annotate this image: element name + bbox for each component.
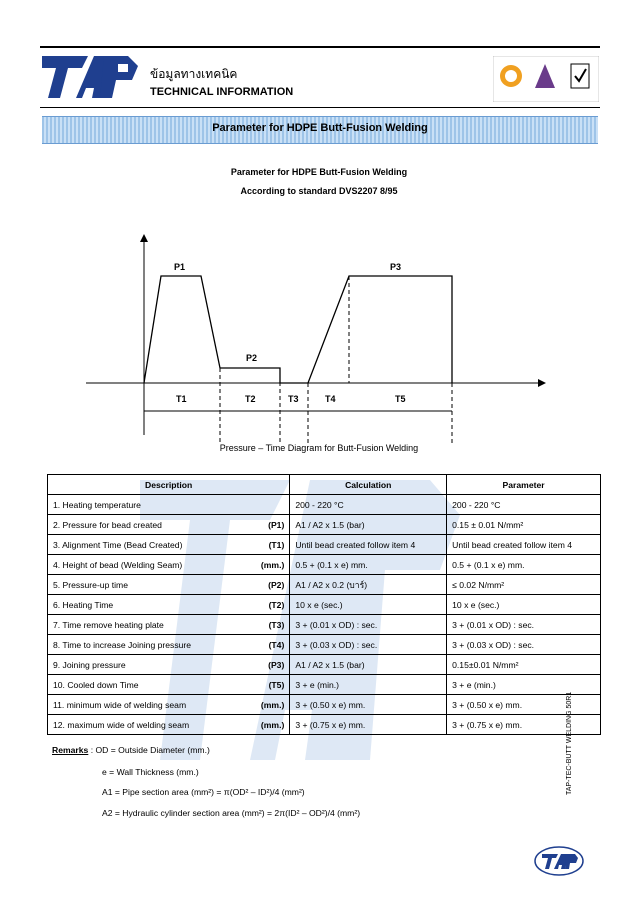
table-row: [48, 715, 601, 735]
tap-logo: [42, 52, 138, 102]
remarks-line-1: [52, 745, 210, 755]
cell-calculation: A1 / A2 x 0.2 (บาร์): [290, 575, 447, 595]
document-subtitle: According to standard DVS2207 8/95: [240, 186, 398, 196]
header-english-title: TECHNICAL INFORMATION: [150, 86, 294, 98]
remarks-line-4: A2 = Hydraulic cylinder section area (mm²) = 2π(ID² – OD²)/4 (mm²): [102, 808, 361, 818]
description-text: 9. Joining pressure: [53, 659, 126, 670]
cell-parameter: 3 + (0.75 x e) mm.: [447, 715, 601, 735]
parameter-code: (T5): [268, 679, 285, 690]
parameter-code: (P1): [268, 519, 285, 530]
header-rule: [40, 107, 600, 108]
table-row: [48, 655, 601, 675]
label-p2: P2: [246, 353, 258, 363]
cell-description: [48, 675, 290, 695]
title-banner: [42, 116, 598, 144]
cell-description: [48, 575, 290, 595]
cell-calculation: 0.5 + (0.1 x e) mm.: [290, 555, 447, 575]
cell-calculation: 3 + (0.03 x OD) : sec.: [290, 635, 447, 655]
table-row: [48, 695, 601, 715]
cell-parameter: 3 + (0.03 x OD) : sec.: [447, 635, 601, 655]
cell-description: [48, 535, 290, 555]
remarks-label: Remarks: [52, 745, 89, 755]
cell-calculation: Until bead created follow item 4: [290, 535, 447, 555]
cell-description: [48, 595, 290, 615]
table-row: [48, 595, 601, 615]
cell-parameter: 3 + (0.01 x OD) : sec.: [447, 615, 601, 635]
document-code: TAP-TEC-BUTT WELDING 50R1: [566, 691, 573, 795]
description-text: 6. Heating Time: [53, 599, 114, 610]
cell-description: [48, 635, 290, 655]
label-t2: T2: [245, 394, 256, 404]
cell-description: [48, 615, 290, 635]
description-text: 12. maximum wide of welding seam: [53, 719, 190, 730]
label-p1: P1: [174, 262, 186, 272]
table-row: [48, 515, 601, 535]
description-text: 8. Time to increase Joining pressure: [53, 639, 192, 650]
description-text: 10. Cooled down Time: [53, 679, 139, 690]
table-row: [48, 575, 601, 595]
cell-parameter: 200 - 220 °C: [447, 495, 601, 515]
description-text: 7. Time remove heating plate: [53, 619, 164, 630]
certification-logos: [493, 56, 599, 102]
cell-description: [48, 695, 290, 715]
diagram-caption: Pressure – Time Diagram for Butt-Fusion Welding: [219, 443, 419, 453]
cell-parameter: 3 + (0.50 x e) mm.: [447, 695, 601, 715]
cell-calculation: A1 / A2 x 1.5 (bar): [290, 515, 447, 535]
header-parameter: Parameter: [447, 475, 601, 495]
cell-calculation: A1 / A2 x 1.5 (bar): [290, 655, 447, 675]
label-t4: T4: [325, 394, 336, 404]
table-row: [48, 495, 601, 515]
pressure-time-diagram: [60, 230, 560, 445]
cell-parameter: Until bead created follow item 4: [447, 535, 601, 555]
table-row: [48, 535, 601, 555]
header-description: Description: [48, 475, 290, 495]
parameter-code: (P3): [268, 659, 285, 670]
cell-parameter: ≤ 0.02 N/mm²: [447, 575, 601, 595]
remarks-line-3: A1 = Pipe section area (mm²) = π(OD² – ID²)/4 (mm²): [102, 787, 305, 797]
cell-description: [48, 655, 290, 675]
table-header-row: [48, 475, 601, 495]
remarks-od: : OD = Outside Diameter (mm.): [88, 745, 210, 755]
parameter-code: (T3): [268, 619, 285, 630]
parameter-code: (mm.): [260, 719, 285, 730]
cell-parameter: 3 + e (min.): [447, 675, 601, 695]
table-row: [48, 675, 601, 695]
pressure-curve: [144, 276, 452, 383]
parameter-code: (T1): [268, 539, 285, 550]
banner-title: Parameter for HDPE Butt-Fusion Welding: [212, 122, 428, 134]
cell-parameter: 0.15 ± 0.01 N/mm²: [447, 515, 601, 535]
description-text: 3. Alignment Time (Bead Created): [53, 539, 183, 550]
top-rule: [40, 46, 600, 48]
header-calculation: Calculation: [290, 475, 447, 495]
parameter-code: (mm.): [260, 559, 285, 570]
description-text: 5. Pressure-up time: [53, 579, 128, 590]
cell-parameter: 0.15±0.01 N/mm²: [447, 655, 601, 675]
cell-calculation: 3 + (0.75 x e) mm.: [290, 715, 447, 735]
description-text: 1. Heating temperature: [53, 499, 141, 510]
description-text: 4. Height of bead (Welding Seam): [53, 559, 183, 570]
parameter-table: [47, 474, 601, 735]
footer-tap-logo: [534, 846, 584, 876]
label-p3: P3: [390, 262, 402, 272]
table-row: [48, 615, 601, 635]
cell-description: [48, 715, 290, 735]
cell-calculation: 10 x e (sec.): [290, 595, 447, 615]
cell-parameter: 10 x e (sec.): [447, 595, 601, 615]
table-row: [48, 635, 601, 655]
label-t1: T1: [176, 394, 187, 404]
cell-calculation: 3 + (0.50 x e) mm.: [290, 695, 447, 715]
cell-calculation: 3 + (0.01 x OD) : sec.: [290, 615, 447, 635]
label-t3: T3: [288, 394, 299, 404]
document-title: Parameter for HDPE Butt-Fusion Welding: [230, 167, 408, 177]
description-text: 11. minimum wide of welding seam: [53, 699, 187, 710]
cell-description: [48, 555, 290, 575]
cell-parameter: 0.5 + (0.1 x e) mm.: [447, 555, 601, 575]
parameter-code: (mm.): [260, 699, 285, 710]
iso-cert-icon: [571, 64, 589, 88]
remarks-line-2: e = Wall Thickness (mm.): [102, 767, 199, 777]
parameter-code: (P2): [268, 579, 285, 590]
description-text: 2. Pressure for bead created: [53, 519, 162, 530]
parameter-code: (T2): [268, 599, 285, 610]
cell-calculation: 200 - 220 °C: [290, 495, 447, 515]
cell-description: [48, 515, 290, 535]
label-t5: T5: [395, 394, 406, 404]
table-row: [48, 555, 601, 575]
cell-calculation: 3 + e (min.): [290, 675, 447, 695]
parameter-code: (T4): [268, 639, 285, 650]
header-thai-title: ข้อมูลทางเทคนิค: [150, 67, 238, 81]
cell-description: [48, 495, 290, 515]
